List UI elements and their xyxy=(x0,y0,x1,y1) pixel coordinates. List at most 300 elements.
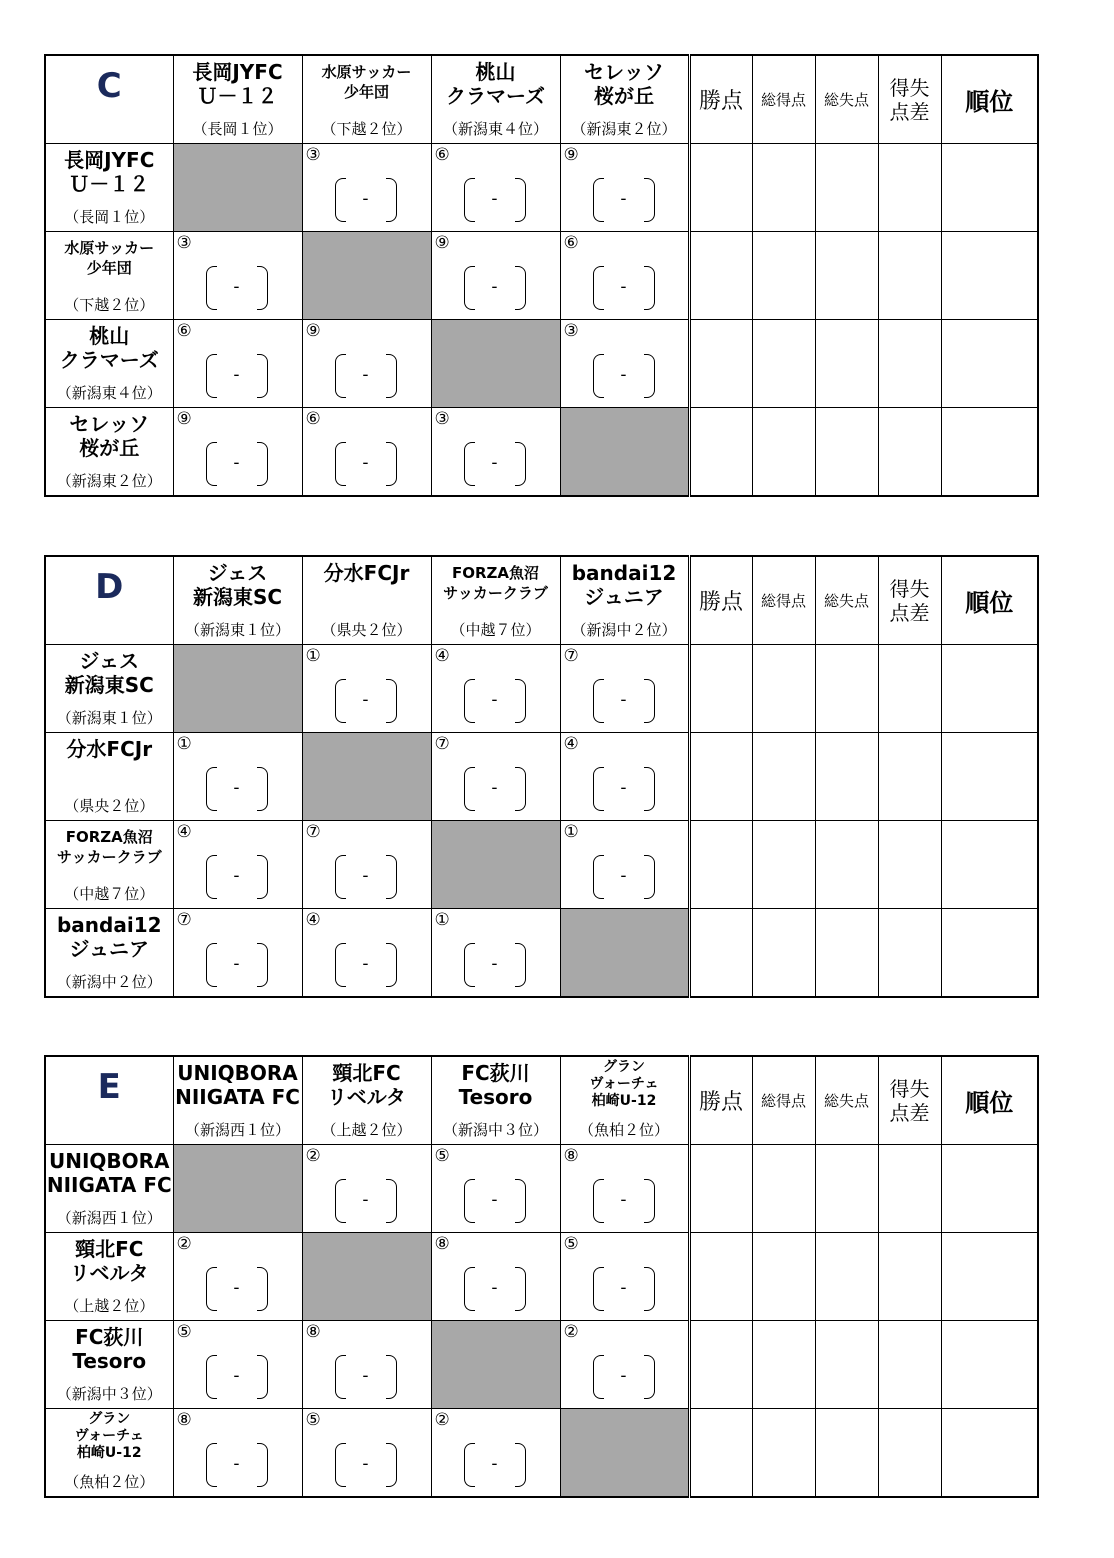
team-header-cell xyxy=(431,556,560,645)
match[interactable] xyxy=(303,1321,431,1408)
score-separator: - xyxy=(233,1454,240,1474)
score-bracket[interactable] xyxy=(206,855,268,899)
match-number: ⑧ xyxy=(434,1234,450,1254)
score-bracket[interactable] xyxy=(593,354,655,398)
score-bracket[interactable] xyxy=(206,767,268,811)
team-row xyxy=(45,645,1038,733)
match-cell[interactable] xyxy=(173,821,302,909)
score-bracket[interactable] xyxy=(206,1443,268,1487)
stat-goals-against-cell[interactable] xyxy=(815,320,878,408)
match-number: ⑦ xyxy=(305,822,321,842)
score-separator: - xyxy=(491,1454,498,1474)
team-qualification: （新潟西１位） xyxy=(184,1121,290,1139)
stat-goals-against-cell[interactable] xyxy=(815,1409,878,1498)
stat-goals-for-cell[interactable] xyxy=(752,733,815,821)
match-cell[interactable] xyxy=(302,1321,431,1409)
match[interactable] xyxy=(432,408,560,495)
match-cell[interactable] xyxy=(431,1233,560,1321)
group-table-e xyxy=(44,1055,1039,1498)
stat-goals-for-cell[interactable] xyxy=(752,1145,815,1233)
match[interactable] xyxy=(174,733,302,820)
stat-points-cell[interactable] xyxy=(689,320,752,408)
score-separator: - xyxy=(620,189,627,209)
match[interactable] xyxy=(303,408,431,495)
stat-rank-cell[interactable] xyxy=(941,232,1038,320)
match-number: ⑤ xyxy=(305,1410,321,1430)
match-number: ① xyxy=(563,822,579,842)
match-number: ① xyxy=(176,734,192,754)
match-cell[interactable] xyxy=(173,232,302,320)
stat-goals-for-cell[interactable] xyxy=(752,821,815,909)
row-team xyxy=(46,733,173,820)
stat-goals-against-cell[interactable] xyxy=(815,232,878,320)
match-cell[interactable] xyxy=(173,909,302,998)
match[interactable] xyxy=(432,1233,560,1320)
stat-goals-for-cell[interactable] xyxy=(752,232,815,320)
stat-goals-against-cell[interactable] xyxy=(815,1233,878,1321)
score-separator: - xyxy=(491,954,498,974)
stat-points-cell[interactable] xyxy=(689,733,752,821)
row-team-qualification: （新潟中３位） xyxy=(56,1385,162,1403)
row-label-cell xyxy=(45,1321,173,1409)
stat-points-cell[interactable] xyxy=(689,645,752,733)
match-cell[interactable] xyxy=(560,144,689,232)
team-name: 分水FCJr xyxy=(323,561,410,585)
stat-goal-diff-cell[interactable] xyxy=(878,821,941,909)
score-bracket[interactable] xyxy=(206,1267,268,1311)
match-cell[interactable] xyxy=(173,320,302,408)
match-number: ① xyxy=(305,646,321,666)
match-cell[interactable] xyxy=(173,1321,302,1409)
row-team-name: FORZA魚沼 サッカークラブ xyxy=(56,828,162,866)
match-number: ⑤ xyxy=(434,1146,450,1166)
match[interactable] xyxy=(303,821,431,908)
team-name: FC荻川 Tesoro xyxy=(458,1061,533,1109)
score-bracket[interactable] xyxy=(464,178,526,222)
score-bracket[interactable] xyxy=(593,1355,655,1399)
match-cell[interactable] xyxy=(560,232,689,320)
team-qualification: （新潟中３位） xyxy=(442,1121,548,1139)
score-bracket[interactable] xyxy=(206,266,268,310)
row-team-name: セレッソ 桜が丘 xyxy=(69,412,150,460)
match[interactable] xyxy=(561,733,688,820)
row-team xyxy=(46,408,173,495)
match-number: ④ xyxy=(563,734,579,754)
match[interactable] xyxy=(561,645,688,732)
row-label-cell xyxy=(45,1409,173,1498)
match[interactable] xyxy=(174,408,302,495)
stat-goals-against-cell[interactable] xyxy=(815,645,878,733)
score-separator: - xyxy=(362,453,369,473)
match-cell[interactable] xyxy=(560,733,689,821)
score-separator: - xyxy=(620,1278,627,1298)
header-points: 勝点 xyxy=(689,556,752,645)
match-number: ④ xyxy=(434,646,450,666)
score-separator: - xyxy=(362,1366,369,1386)
stat-goal-diff-cell[interactable] xyxy=(878,408,941,497)
team-header-cell xyxy=(302,1056,431,1145)
match[interactable] xyxy=(561,821,688,908)
team-qualification: （下越２位） xyxy=(321,120,412,138)
header-goal-diff: 得失 点差 xyxy=(878,55,941,144)
score-bracket[interactable] xyxy=(464,943,526,987)
match-number: ③ xyxy=(563,321,579,341)
row-team-qualification: （県央２位） xyxy=(64,797,155,815)
group-name: D xyxy=(95,567,124,607)
match[interactable] xyxy=(561,232,688,319)
stat-rank-cell[interactable] xyxy=(941,645,1038,733)
row-team-name: グラン ヴォーチェ 柏崎U-12 xyxy=(74,1411,144,1461)
team-name: 頸北FC リベルタ xyxy=(327,1061,406,1109)
score-separator: - xyxy=(491,277,498,297)
row-team-name: UNIQBORA NIIGATA FC xyxy=(46,1149,172,1197)
match[interactable] xyxy=(303,645,431,732)
match-cell[interactable] xyxy=(431,1145,560,1233)
team-row xyxy=(45,1409,1038,1498)
stat-rank-cell[interactable] xyxy=(941,1409,1038,1498)
score-separator: - xyxy=(233,1278,240,1298)
stat-goal-diff-cell[interactable] xyxy=(878,144,941,232)
team-qualification: （新潟東４位） xyxy=(442,120,548,138)
team-qualification: （魚柏２位） xyxy=(578,1121,669,1139)
score-bracket[interactable] xyxy=(335,1443,397,1487)
score-separator: - xyxy=(233,954,240,974)
header-goal-diff: 得失 点差 xyxy=(878,556,941,645)
group-name: E xyxy=(97,1067,121,1107)
score-separator: - xyxy=(233,866,240,886)
score-bracket[interactable] xyxy=(335,178,397,222)
team-qualification: （県央２位） xyxy=(321,621,412,639)
stat-goal-diff-cell[interactable] xyxy=(878,1409,941,1498)
stat-goals-for-cell[interactable] xyxy=(752,1409,815,1498)
match[interactable] xyxy=(303,1409,431,1496)
team-name: UNIQBORA NIIGATA FC xyxy=(175,1061,300,1109)
group-label-cell xyxy=(45,1056,173,1145)
stat-goals-for-cell[interactable] xyxy=(752,144,815,232)
header-points: 勝点 xyxy=(689,55,752,144)
score-bracket[interactable] xyxy=(206,943,268,987)
score-bracket[interactable] xyxy=(593,855,655,899)
stat-goals-against-cell[interactable] xyxy=(815,408,878,497)
match-number: ③ xyxy=(434,409,450,429)
score-bracket[interactable] xyxy=(335,1179,397,1223)
match-number: ⑥ xyxy=(563,233,579,253)
team-header-cell xyxy=(560,556,689,645)
match[interactable] xyxy=(432,144,560,231)
score-separator: - xyxy=(491,189,498,209)
header-rank: 順位 xyxy=(941,556,1038,645)
score-bracket[interactable] xyxy=(593,1267,655,1311)
match[interactable] xyxy=(561,1145,688,1232)
match-cell[interactable] xyxy=(560,821,689,909)
match-cell[interactable] xyxy=(431,408,560,497)
match-number: ⑨ xyxy=(305,321,321,341)
row-team-qualification: （新潟中２位） xyxy=(56,973,162,991)
team-row xyxy=(45,320,1038,408)
score-bracket[interactable] xyxy=(464,679,526,723)
match[interactable] xyxy=(561,320,688,407)
stat-rank-cell[interactable] xyxy=(941,1145,1038,1233)
score-bracket[interactable] xyxy=(206,354,268,398)
stat-goals-for-cell[interactable] xyxy=(752,1233,815,1321)
stat-goals-for-cell[interactable] xyxy=(752,645,815,733)
match[interactable] xyxy=(432,733,560,820)
stat-goals-against-cell[interactable] xyxy=(815,1145,878,1233)
match[interactable] xyxy=(303,1145,431,1232)
row-team xyxy=(46,1409,173,1496)
match-cell[interactable] xyxy=(302,645,431,733)
row-team xyxy=(46,909,173,996)
match-cell[interactable] xyxy=(302,821,431,909)
row-team xyxy=(46,645,173,732)
match-cell[interactable] xyxy=(173,1409,302,1498)
match-number: ⑥ xyxy=(434,145,450,165)
stat-rank-cell[interactable] xyxy=(941,408,1038,497)
stat-goal-diff-cell[interactable] xyxy=(878,645,941,733)
match[interactable] xyxy=(174,1321,302,1408)
team-header xyxy=(561,1057,688,1144)
group-table-c xyxy=(44,54,1039,497)
team-header xyxy=(432,56,560,143)
row-team xyxy=(46,232,173,319)
stat-rank-cell[interactable] xyxy=(941,821,1038,909)
match-cell[interactable] xyxy=(431,144,560,232)
match-cell[interactable] xyxy=(302,144,431,232)
team-header-cell xyxy=(560,55,689,144)
match[interactable] xyxy=(432,909,560,996)
team-header-cell xyxy=(173,55,302,144)
match-number: ③ xyxy=(305,145,321,165)
score-bracket[interactable] xyxy=(206,1355,268,1399)
row-label-cell xyxy=(45,821,173,909)
self-match-cell xyxy=(173,645,302,733)
match[interactable] xyxy=(174,1409,302,1496)
team-name: 水原サッカー 少年団 xyxy=(321,63,412,101)
team-header xyxy=(303,557,431,644)
stat-points-cell[interactable] xyxy=(689,821,752,909)
row-team xyxy=(46,821,173,908)
row-team xyxy=(46,1233,173,1320)
match-cell[interactable] xyxy=(560,1321,689,1409)
row-team-name: 水原サッカー 少年団 xyxy=(64,239,155,277)
match-cell[interactable] xyxy=(431,232,560,320)
stat-goal-diff-cell[interactable] xyxy=(878,320,941,408)
stat-rank-cell[interactable] xyxy=(941,1233,1038,1321)
team-header xyxy=(432,1057,560,1144)
self-match-cell xyxy=(173,144,302,232)
stat-points-cell[interactable] xyxy=(689,408,752,497)
match[interactable] xyxy=(561,1233,688,1320)
stat-points-cell[interactable] xyxy=(689,909,752,998)
score-separator: - xyxy=(233,778,240,798)
match-cell[interactable] xyxy=(431,1409,560,1498)
self-match-cell xyxy=(560,408,689,497)
score-bracket[interactable] xyxy=(464,767,526,811)
score-bracket[interactable] xyxy=(335,943,397,987)
group-label-cell xyxy=(45,556,173,645)
self-match-cell xyxy=(302,1233,431,1321)
score-bracket[interactable] xyxy=(464,1443,526,1487)
group-table-d xyxy=(44,555,1039,998)
stat-goals-against-cell[interactable] xyxy=(815,821,878,909)
team-qualification: （中越７位） xyxy=(450,621,541,639)
group-header-row xyxy=(45,556,1038,645)
match[interactable] xyxy=(432,1145,560,1232)
row-label-cell xyxy=(45,408,173,497)
score-separator: - xyxy=(620,690,627,710)
stat-goals-for-cell[interactable] xyxy=(752,408,815,497)
match[interactable] xyxy=(174,909,302,996)
stat-rank-cell[interactable] xyxy=(941,1321,1038,1409)
match-number: ⑧ xyxy=(176,1410,192,1430)
team-name: 桃山 クラマーズ xyxy=(446,60,545,108)
stat-goals-for-cell[interactable] xyxy=(752,1321,815,1409)
score-bracket[interactable] xyxy=(335,442,397,486)
match-number: ⑨ xyxy=(563,145,579,165)
score-separator: - xyxy=(491,1190,498,1210)
score-bracket[interactable] xyxy=(464,442,526,486)
score-bracket[interactable] xyxy=(593,266,655,310)
stat-points-cell[interactable] xyxy=(689,1233,752,1321)
match-number: ⑦ xyxy=(176,910,192,930)
stat-rank-cell[interactable] xyxy=(941,733,1038,821)
self-match-cell xyxy=(560,909,689,998)
stat-rank-cell[interactable] xyxy=(941,909,1038,998)
score-bracket[interactable] xyxy=(335,855,397,899)
score-bracket[interactable] xyxy=(464,266,526,310)
stat-goal-diff-cell[interactable] xyxy=(878,232,941,320)
score-bracket[interactable] xyxy=(593,679,655,723)
match-number: ⑥ xyxy=(305,409,321,429)
stat-goals-against-cell[interactable] xyxy=(815,144,878,232)
match-cell[interactable] xyxy=(302,408,431,497)
match[interactable] xyxy=(174,1233,302,1320)
score-bracket[interactable] xyxy=(335,354,397,398)
stat-goals-for-cell[interactable] xyxy=(752,320,815,408)
match-cell[interactable] xyxy=(302,1409,431,1498)
team-name: セレッソ 桜が丘 xyxy=(584,60,664,108)
stat-points-cell[interactable] xyxy=(689,144,752,232)
match-cell[interactable] xyxy=(431,645,560,733)
match[interactable] xyxy=(432,232,560,319)
score-bracket[interactable] xyxy=(335,1355,397,1399)
match-cell[interactable] xyxy=(431,909,560,998)
match[interactable] xyxy=(432,645,560,732)
match[interactable] xyxy=(432,1409,560,1496)
match-cell[interactable] xyxy=(431,733,560,821)
score-bracket[interactable] xyxy=(335,679,397,723)
match[interactable] xyxy=(561,1321,688,1408)
stat-points-cell[interactable] xyxy=(689,1321,752,1409)
stat-goals-against-cell[interactable] xyxy=(815,733,878,821)
match[interactable] xyxy=(303,909,431,996)
match-number: ④ xyxy=(305,910,321,930)
match-number: ⑦ xyxy=(434,734,450,754)
match[interactable] xyxy=(303,320,431,407)
stat-goals-against-cell[interactable] xyxy=(815,909,878,998)
match[interactable] xyxy=(561,144,688,231)
stat-goal-diff-cell[interactable] xyxy=(878,1233,941,1321)
match-cell[interactable] xyxy=(302,320,431,408)
score-bracket[interactable] xyxy=(464,1267,526,1311)
match-cell[interactable] xyxy=(560,1233,689,1321)
match-cell[interactable] xyxy=(560,320,689,408)
match-number: ④ xyxy=(176,822,192,842)
stat-goals-against-cell[interactable] xyxy=(815,1321,878,1409)
score-separator: - xyxy=(362,690,369,710)
team-qualification: （新潟東１位） xyxy=(184,621,290,639)
match-cell[interactable] xyxy=(173,733,302,821)
self-match-cell xyxy=(173,1145,302,1233)
stat-points-cell[interactable] xyxy=(689,232,752,320)
score-separator: - xyxy=(491,1278,498,1298)
match-cell[interactable] xyxy=(302,1145,431,1233)
score-separator: - xyxy=(620,866,627,886)
stat-points-cell[interactable] xyxy=(689,1145,752,1233)
stat-goal-diff-cell[interactable] xyxy=(878,909,941,998)
row-team-qualification: （魚柏２位） xyxy=(64,1473,155,1491)
score-bracket[interactable] xyxy=(206,442,268,486)
score-separator: - xyxy=(620,1366,627,1386)
stat-goals-for-cell[interactable] xyxy=(752,909,815,998)
stat-goal-diff-cell[interactable] xyxy=(878,1321,941,1409)
row-label-cell xyxy=(45,320,173,408)
match-cell[interactable] xyxy=(173,408,302,497)
stat-goal-diff-cell[interactable] xyxy=(878,733,941,821)
self-match-cell xyxy=(431,821,560,909)
match[interactable] xyxy=(303,144,431,231)
score-bracket[interactable] xyxy=(593,1179,655,1223)
row-team-name: 桃山 クラマーズ xyxy=(59,324,159,372)
match-number: ③ xyxy=(176,233,192,253)
stat-rank-cell[interactable] xyxy=(941,144,1038,232)
match[interactable] xyxy=(174,821,302,908)
score-bracket[interactable] xyxy=(593,178,655,222)
score-bracket[interactable] xyxy=(593,767,655,811)
score-separator: - xyxy=(362,189,369,209)
row-team-name: 頸北FC リベルタ xyxy=(69,1237,149,1285)
score-separator: - xyxy=(620,778,627,798)
group-name: C xyxy=(96,66,122,106)
header-goals-against: 総失点 xyxy=(815,556,878,645)
match-cell[interactable] xyxy=(302,909,431,998)
team-header xyxy=(303,1057,431,1144)
self-match-cell xyxy=(431,320,560,408)
score-separator: - xyxy=(233,365,240,385)
match-cell[interactable] xyxy=(560,1145,689,1233)
team-header xyxy=(174,56,302,143)
stat-points-cell[interactable] xyxy=(689,1409,752,1498)
self-match-cell xyxy=(302,232,431,320)
team-name: FORZA魚沼 サッカークラブ xyxy=(443,564,548,602)
team-header-cell xyxy=(173,556,302,645)
match[interactable] xyxy=(174,232,302,319)
stat-rank-cell[interactable] xyxy=(941,320,1038,408)
stat-goal-diff-cell[interactable] xyxy=(878,1145,941,1233)
match[interactable] xyxy=(174,320,302,407)
row-team-qualification: （新潟西１位） xyxy=(56,1209,162,1227)
match-cell[interactable] xyxy=(560,645,689,733)
team-header-cell xyxy=(431,55,560,144)
score-separator: - xyxy=(362,1190,369,1210)
score-bracket[interactable] xyxy=(464,1179,526,1223)
team-header xyxy=(432,557,560,644)
score-separator: - xyxy=(362,1454,369,1474)
team-header xyxy=(303,56,431,143)
match-cell[interactable] xyxy=(173,1233,302,1321)
match-number: ⑦ xyxy=(563,646,579,666)
group-label-cell xyxy=(45,55,173,144)
